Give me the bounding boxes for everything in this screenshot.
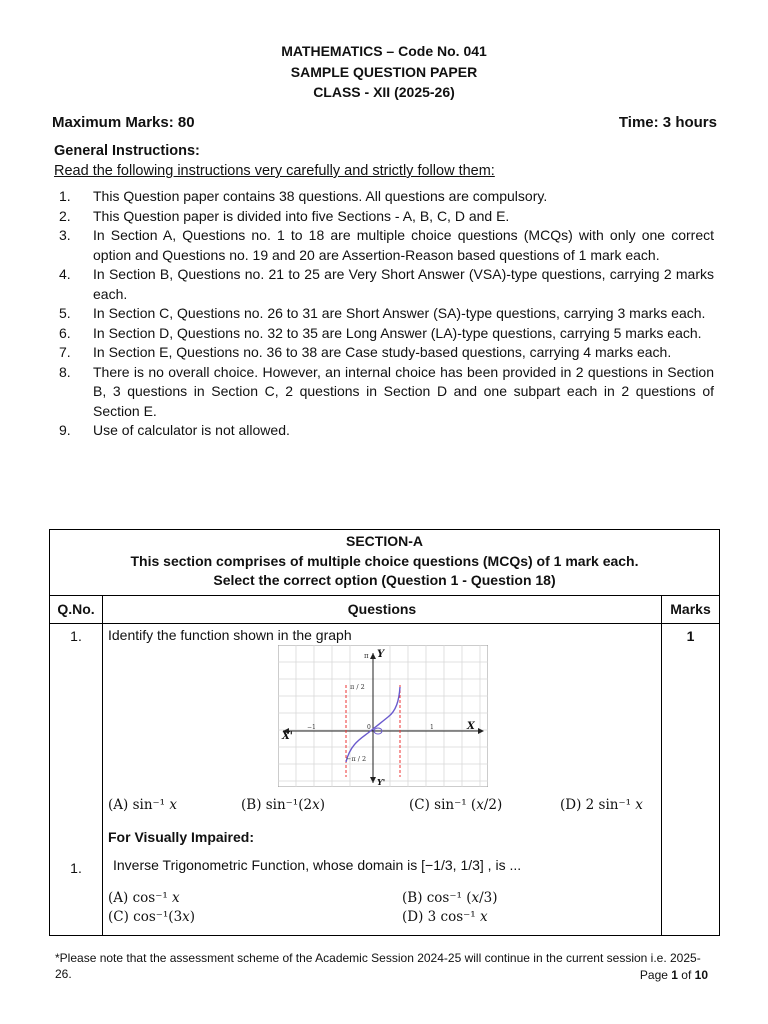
question-text: Identify the function shown in the graph — [108, 626, 352, 643]
instruction-number: 7. — [59, 344, 71, 360]
graph-pi-half-label: π / 2 — [350, 682, 365, 691]
page-of: of — [677, 968, 695, 982]
question-marks: 1 — [686, 627, 695, 644]
section-a-description: This section comprises of multiple choice questions (MCQs) of 1 mark each. — [130, 552, 639, 569]
instruction-text: In Section A, Questions no. 1 to 18 are multiple choice questions (MCQs) with only one correct option and Questions no. 19 and 20 are Assertion-Reason based questions of 1 mark each. — [93, 227, 714, 263]
instruction-number: 1. — [59, 188, 71, 204]
graph-x-neg1-label: −1 — [307, 723, 316, 731]
page-number: 1 — [671, 968, 678, 982]
instruction-text: There is no overall choice. However, an internal choice has been provided in 2 questions in Section B, 3 questions in Section C, 2 questions in Section D and one subpart each in 2 questions of Section E. — [93, 363, 714, 419]
inverse-sine-graph — [278, 645, 488, 787]
graph-x-prime-label: X' — [282, 730, 293, 742]
page-indicator — [640, 968, 708, 982]
column-header-marks: Marks — [662, 595, 720, 623]
vi-option-c: (C) cos⁻¹(3𝑥) — [108, 908, 196, 925]
paper-class: CLASS - XII (2025-26) — [313, 84, 455, 100]
vi-question-text: Inverse Trigonometric Function, whose domain is [−1/3, 1/3] , is ... — [113, 856, 522, 873]
option-b: (B) sin⁻¹(2𝑥) — [241, 796, 325, 813]
instruction-text: This Question paper is divided into five Sections - A, B, C, D and E. — [93, 207, 510, 224]
instruction-text: In Section D, Questions no. 32 to 35 are Long Answer (LA)-type questions, carrying 5 marks each. — [93, 324, 702, 341]
instruction-number: 3. — [59, 227, 71, 243]
instruction-text: In Section C, Questions no. 26 to 31 are Short Answer (SA)-type questions, carrying 3 marks each. — [93, 305, 706, 321]
instructions-list — [54, 187, 714, 441]
page-prefix: Page — [639, 968, 672, 982]
list-item — [54, 187, 714, 207]
qno-cell — [50, 623, 103, 935]
vi-question-number: 1. — [70, 859, 82, 876]
list-item — [54, 324, 714, 344]
graph-y-top-label: π — [364, 651, 369, 660]
graph-x-pos1-label: 1 — [430, 723, 434, 731]
read-instructions-line: Read the following instructions very carefully and strictly follow them: — [54, 163, 495, 179]
list-item — [54, 304, 714, 324]
option-a: (A) sin⁻¹ 𝑥 — [108, 796, 177, 813]
list-item — [54, 207, 714, 227]
option-c: (C) sin⁻¹ (𝑥/2) — [409, 796, 503, 813]
instruction-number: 6. — [59, 324, 71, 341]
max-marks: Maximum Marks: 80 — [52, 114, 195, 131]
graph-origin-label: 0 — [367, 723, 371, 731]
time-allowed: Time: 3 hours — [618, 114, 717, 131]
question-cell — [103, 623, 662, 935]
vi-option-a: (A) cos⁻¹ 𝑥 — [108, 889, 180, 906]
graph-y-prime-label: Y' — [377, 776, 386, 787]
section-a-table — [49, 529, 720, 936]
section-a-title: SECTION-A — [346, 533, 423, 549]
list-item — [54, 226, 714, 265]
instruction-number: 9. — [59, 422, 71, 438]
instruction-number: 4. — [59, 266, 71, 282]
paper-subtitle: SAMPLE QUESTION PAPER — [290, 64, 478, 80]
instruction-number: 5. — [59, 305, 71, 321]
visually-impaired-heading: For Visually Impaired: — [108, 828, 255, 845]
graph-x-label: X — [467, 720, 475, 732]
vi-option-d: (D) 3 cos⁻¹ 𝑥 — [402, 908, 488, 925]
paper-title: MATHEMATICS – Code No. 041 — [281, 43, 487, 59]
option-d: (D) 2 sin⁻¹ 𝑥 — [560, 796, 643, 813]
list-item — [54, 343, 714, 363]
column-header-qno: Q.No. — [50, 595, 103, 623]
list-item — [54, 363, 714, 422]
instruction-number: 2. — [59, 207, 71, 224]
footer-note: *Please note that the assessment scheme of the Academic Session 2024-25 will continue in the current session i.e. 2025-26. — [55, 951, 701, 981]
vi-option-b: (B) cos⁻¹ (𝑥/3) — [402, 889, 498, 906]
list-item — [54, 265, 714, 304]
page-total: 10 — [694, 968, 708, 982]
section-a-instruction: Select the correct option (Question 1 - Question 18) — [213, 572, 556, 588]
instruction-text: In Section E, Questions no. 36 to 38 are Case study-based questions, carrying 4 marks each. — [93, 344, 672, 360]
question-number: 1. — [70, 627, 82, 644]
instruction-text: In Section B, Questions no. 21 to 25 are Very Short Answer (VSA)-type questions, carrying 2 marks each. — [93, 266, 714, 302]
marks-time-row — [52, 114, 717, 131]
column-header-questions: Questions — [103, 595, 662, 623]
marks-cell — [662, 623, 720, 935]
table-row — [50, 623, 720, 935]
instruction-number: 8. — [59, 363, 71, 380]
graph-neg-pi-half-label: −π / 2 — [346, 754, 367, 763]
instruction-text: This Question paper contains 38 questions. All questions are compulsory. — [93, 188, 548, 204]
instruction-text: Use of calculator is not allowed. — [93, 422, 290, 438]
section-a-header — [50, 530, 720, 596]
list-item — [54, 421, 714, 441]
graph-y-label: Y — [377, 648, 385, 660]
general-instructions-heading: General Instructions: — [54, 143, 200, 159]
